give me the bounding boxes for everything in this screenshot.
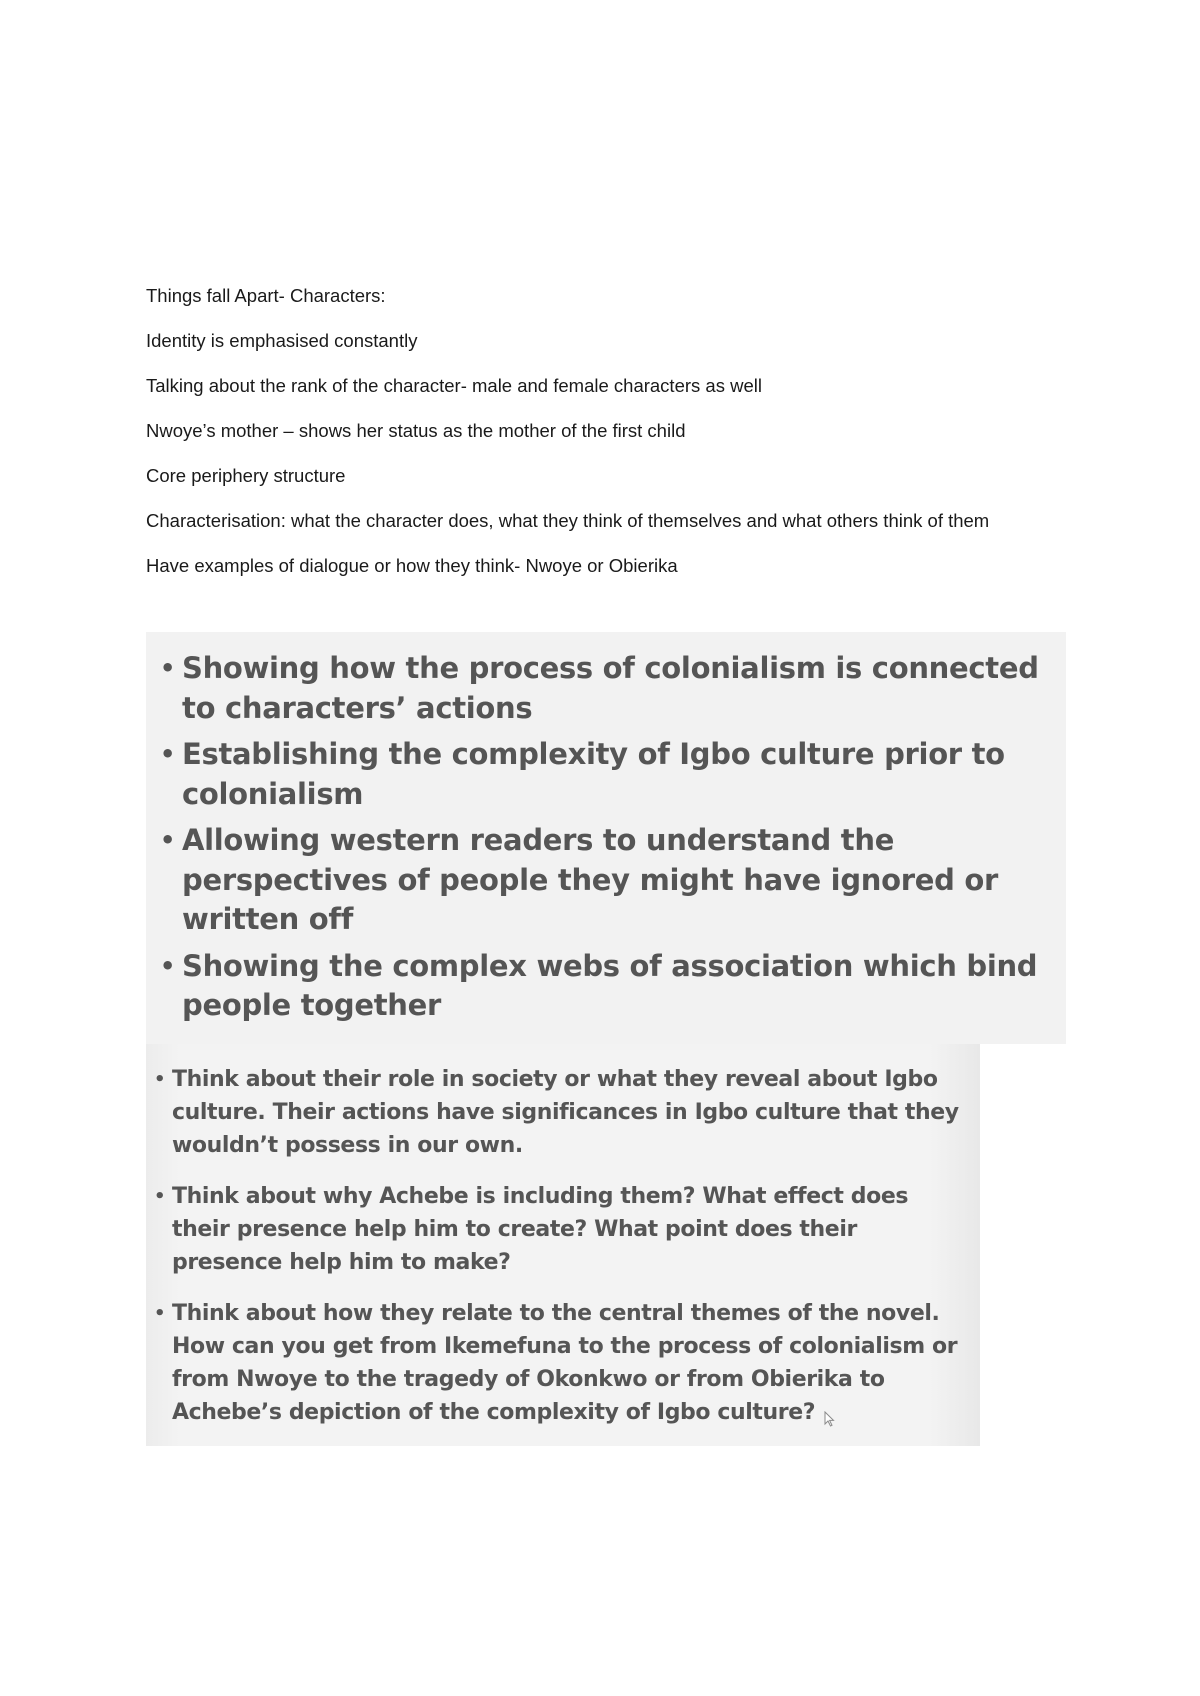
slide-bullet-list	[160, 649, 1046, 1026]
note-line: Characterisation: what the character does, what they think of themselves and what others think of them	[146, 510, 990, 531]
note-line: Identity is emphasised constantly	[146, 330, 418, 351]
note-line: Nwoye’s mother – shows her status as the mother of the first child	[146, 420, 686, 441]
slide-bullet: • Think about why Achebe is including them? What effect does their presence help him to create? What point does their presence help him to make?	[152, 1180, 966, 1279]
slide-bullet-list	[152, 1063, 966, 1429]
mouse-pointer-icon	[824, 1411, 836, 1427]
note-title: Things fall Apart- Characters:	[146, 285, 386, 306]
slide-bullet: • Think about how they relate to the central themes of the novel. How can you get from Ikemefuna to the process of colonialism or from Nwoye to the tragedy of Okonkwo or from Obierika to Achebe’s depiction of the complexity of Igbo culture?	[152, 1297, 966, 1429]
notes-section	[146, 281, 1046, 596]
note-line: Have examples of dialogue or how they think- Nwoye or Obierika	[146, 555, 678, 576]
slide-image-aims	[146, 632, 1066, 1044]
slide-bullet: • Showing how the process of colonialism is connected to characters’ actions	[160, 649, 1046, 728]
note-line: Talking about the rank of the character- male and female characters as well	[146, 375, 762, 396]
slide-image-questions	[146, 1044, 980, 1446]
slide-bullet: • Think about their role in society or what they reveal about Igbo culture. Their actions have significances in Igbo culture that they wouldn’t possess in our own.	[152, 1063, 966, 1162]
slide-bullet: • Showing the complex webs of association which bind people together	[160, 947, 1046, 1026]
slide-bullet: • Establishing the complexity of Igbo culture prior to colonialism	[160, 735, 1046, 814]
slide-bullet: • Allowing western readers to understand the perspectives of people they might have ignored or written off	[160, 821, 1046, 940]
note-line: Core periphery structure	[146, 465, 346, 486]
